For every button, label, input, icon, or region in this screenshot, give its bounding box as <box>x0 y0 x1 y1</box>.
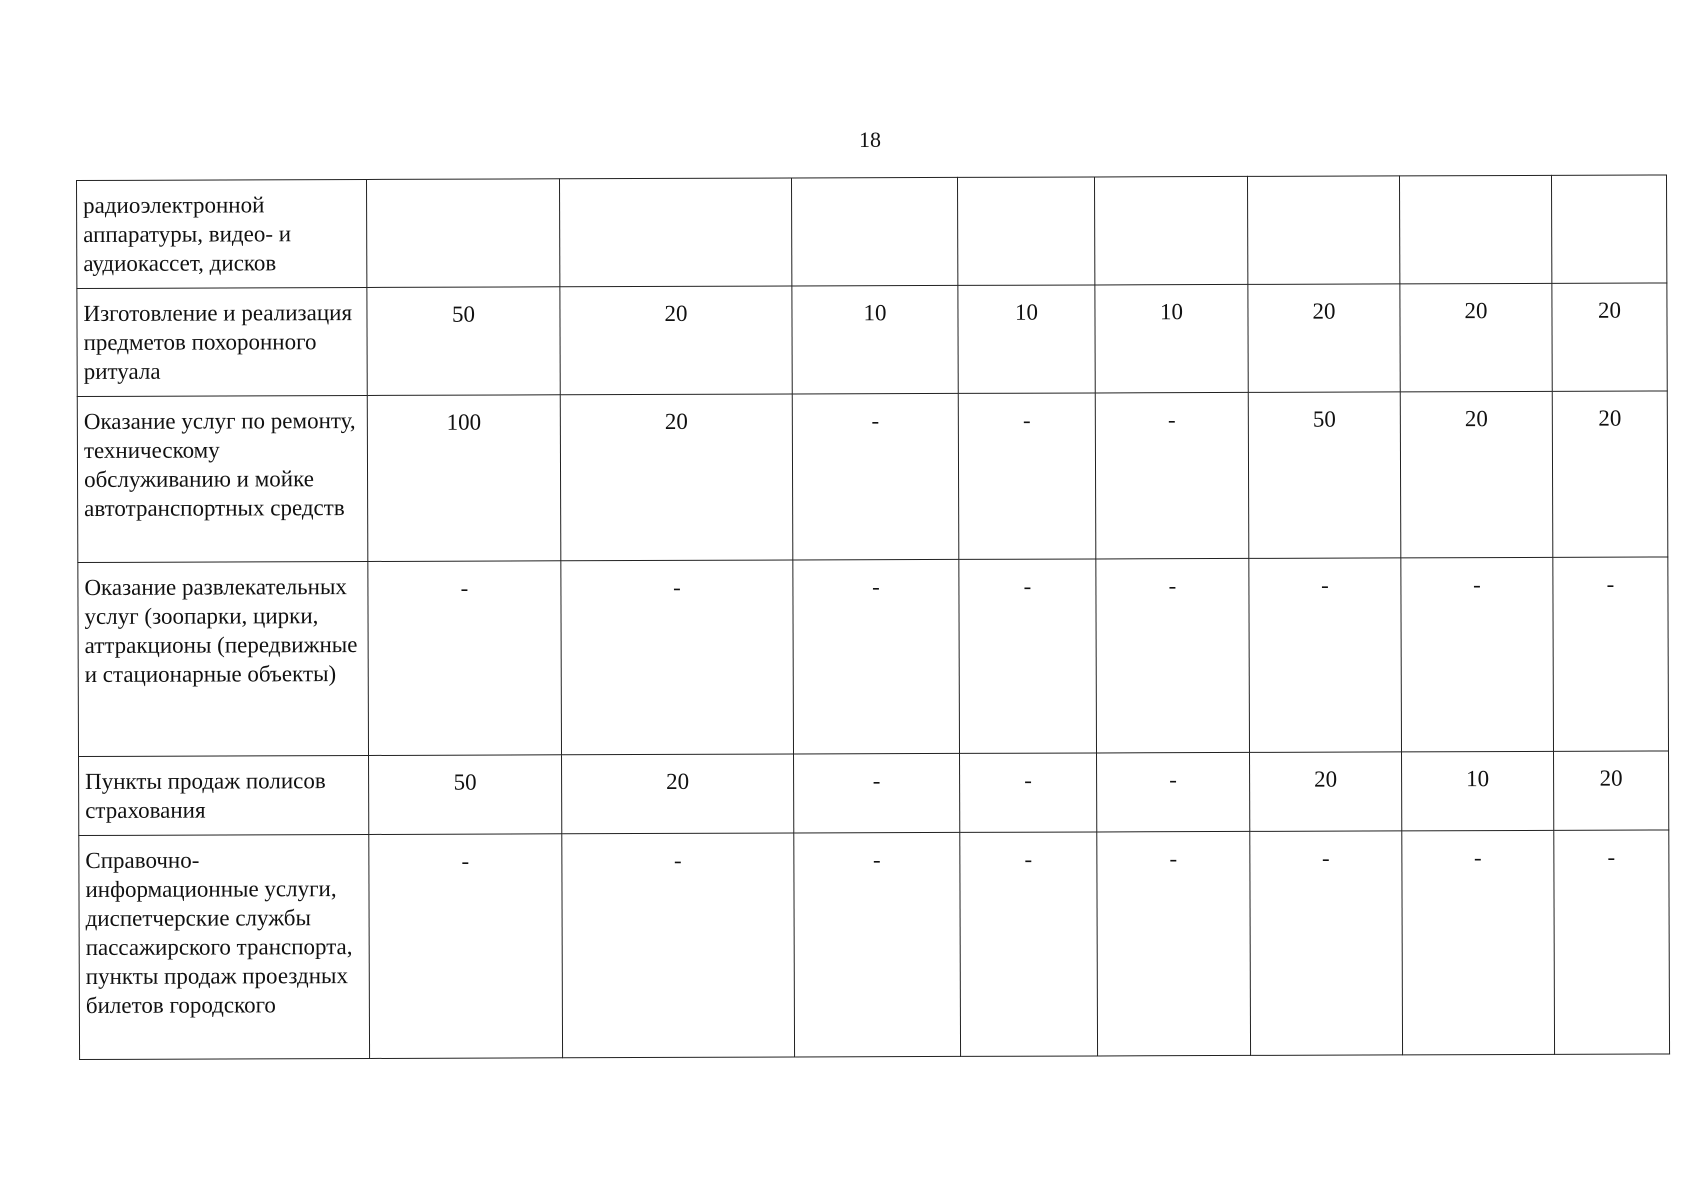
table-row <box>79 830 1670 1060</box>
table-cell: - <box>794 832 961 1057</box>
table-cell: 20 <box>1554 751 1669 830</box>
table-cell: 20 <box>1400 283 1552 392</box>
row-label: радиоэлектронной аппаратуры, видео- и аудиокассет, дисков <box>77 179 367 288</box>
table-cell: - <box>369 834 563 1059</box>
table-cell: 10 <box>792 285 958 394</box>
table-cell: 20 <box>1248 284 1400 393</box>
row-label: Оказание услуг по ремонту, техническому обслуживанию и мойке автотранспортных средств <box>77 395 368 562</box>
table-cell: - <box>1096 558 1250 753</box>
table-cell <box>366 179 559 288</box>
table-row <box>79 751 1669 836</box>
table-cell: 50 <box>367 287 560 396</box>
table-cell: - <box>1402 830 1555 1055</box>
table-cell: 20 <box>1552 283 1667 391</box>
table-cell <box>1399 175 1551 284</box>
table-cell: - <box>792 393 959 560</box>
table-cell: - <box>1095 392 1249 559</box>
table-cell: 20 <box>562 754 794 834</box>
table-cell: 20 <box>1400 391 1553 558</box>
tariff-table <box>76 174 1670 1060</box>
table-cell: - <box>959 559 1097 753</box>
table-cell: 10 <box>1095 284 1248 393</box>
table-cell <box>1247 176 1399 285</box>
table-cell <box>1551 175 1666 283</box>
table-cell: - <box>794 753 960 833</box>
table-cell: 20 <box>560 286 792 395</box>
table-cell: 10 <box>958 285 1095 393</box>
row-label: Оказание развлекательных услуг (зоопарки, цирки, аттракционы (передвижные и стационарные объекты) <box>78 561 369 756</box>
table-row <box>77 391 1668 563</box>
row-label: Изготовление и реализация предметов похоронного ритуала <box>77 287 367 396</box>
table-cell: - <box>368 561 562 756</box>
table-cell: 50 <box>369 755 562 835</box>
table-cell: - <box>1554 830 1670 1054</box>
table-cell: - <box>960 832 1098 1056</box>
table-cell: 10 <box>1402 751 1554 831</box>
table-cell: - <box>1249 558 1402 753</box>
table-cell: - <box>960 753 1097 832</box>
table-cell: - <box>1553 557 1669 751</box>
row-label: Справочно-информационные услуги, диспетчерские службы пассажирского транспорта, пункты продаж проездных билетов городского <box>79 834 370 1059</box>
table-cell: - <box>958 393 1096 559</box>
table-cell: - <box>1401 557 1554 752</box>
table-cell: 20 <box>1250 752 1402 832</box>
table-cell <box>957 177 1094 285</box>
table-cell: - <box>1097 831 1251 1056</box>
table-row <box>77 175 1667 289</box>
table-cell <box>559 178 791 287</box>
table-cell <box>791 177 957 286</box>
table-cell: 20 <box>1552 391 1668 557</box>
row-label: Пункты продаж полисов страхования <box>79 755 369 835</box>
table-cell: 20 <box>560 394 793 561</box>
table-row <box>78 557 1669 757</box>
table-cell <box>1094 176 1247 285</box>
table-cell: - <box>562 833 795 1058</box>
table-cell: - <box>561 560 794 755</box>
page-number: 18 <box>859 127 881 152</box>
table-cell: - <box>793 559 960 754</box>
table-cell: - <box>1097 752 1250 832</box>
table-cell: - <box>1250 831 1403 1056</box>
table-cell: 100 <box>367 395 561 562</box>
table-row <box>77 283 1667 397</box>
table-cell: 50 <box>1248 392 1401 559</box>
